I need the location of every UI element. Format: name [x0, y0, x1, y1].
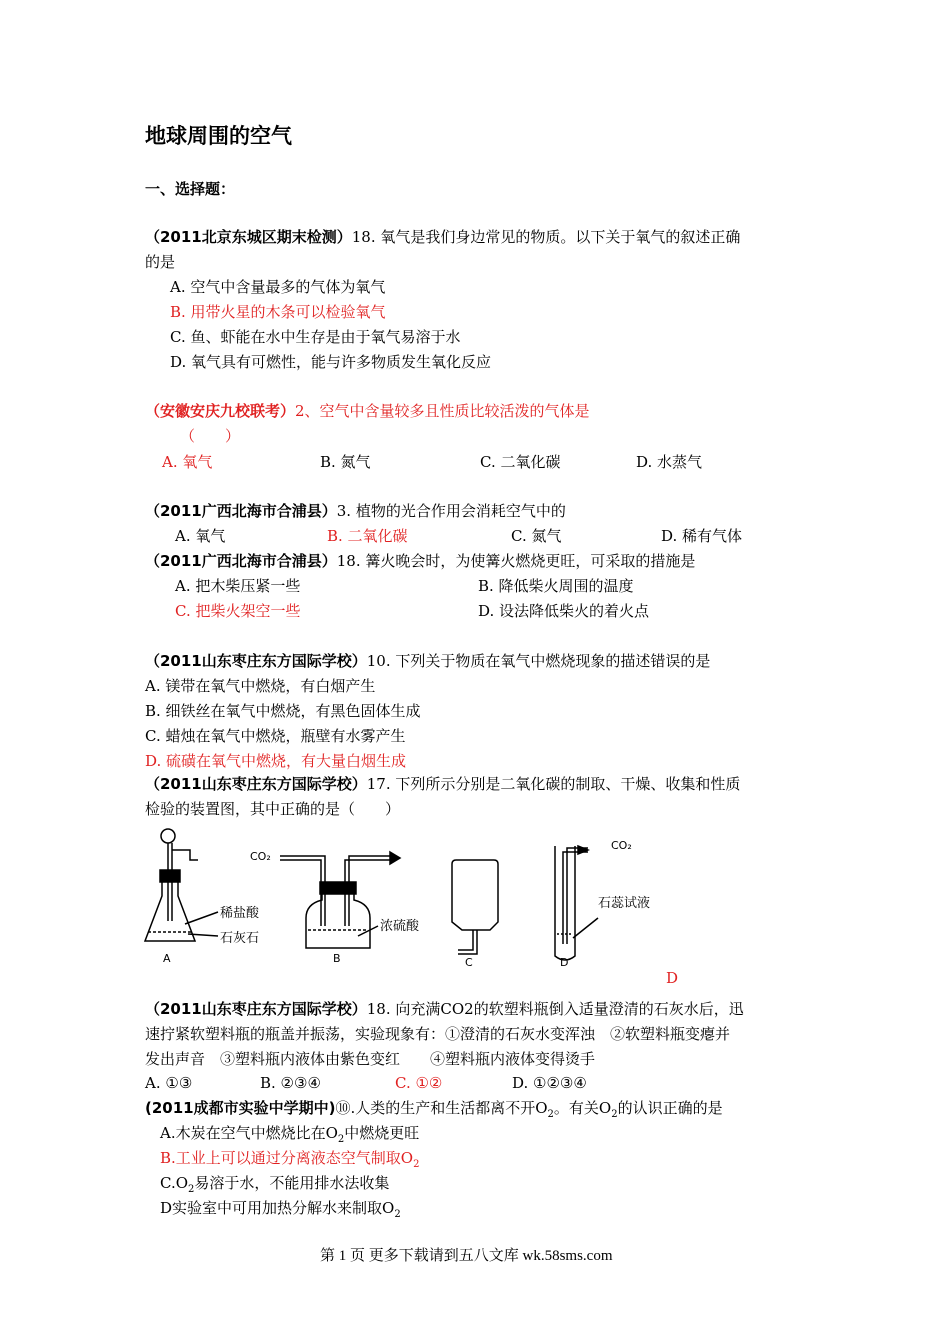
- q8-b-pre: B.工业上可以通过分离液态空气制取O: [160, 1149, 414, 1167]
- q7-option-a: A. ①③: [145, 1074, 193, 1092]
- q2-source: （安徽安庆九校联考）: [145, 402, 296, 420]
- q2-stem: 2、空气中含量较多且性质比较活泼的气体是: [295, 402, 590, 420]
- q7-option-d: D. ①②③④: [512, 1074, 587, 1092]
- q2-option-c: C. 二氧化碳: [480, 453, 561, 471]
- q8-a-post: 中燃烧更旺: [344, 1124, 420, 1142]
- q6-answer: D: [666, 969, 679, 987]
- q6-source: （2011山东枣庄东方国际学校）: [145, 775, 367, 793]
- q5-line-1: [145, 651, 710, 671]
- label-stone: 石灰石: [220, 931, 260, 946]
- q6-line-1: [145, 774, 740, 794]
- q3-line-1: [145, 501, 566, 521]
- q7-option-b: B. ②③④: [260, 1074, 321, 1092]
- q3-option-d: D. 稀有气体: [661, 527, 743, 545]
- q3-option-b: B. 二氧化碳: [327, 527, 408, 545]
- q8-c-pre: C.O: [160, 1174, 189, 1192]
- section-heading: 一、选择题：: [145, 180, 236, 198]
- q8-line-1: [145, 1098, 723, 1125]
- q1-option-d: D. 氧气具有可燃性，能与许多物质发生氧化反应: [170, 353, 492, 371]
- q7-stem-2: 速拧紧软塑料瓶的瓶盖并振荡，实验现象有：①澄清的石灰水变浑浊 ②软塑料瓶变瘪并: [145, 1025, 731, 1043]
- label-acid: 稀盐酸: [220, 906, 260, 921]
- q4-option-c: C. 把柴火架空一些: [175, 602, 301, 620]
- q2-option-b: B. 氮气: [320, 453, 371, 471]
- q3-option-a: A. 氧气: [175, 527, 226, 545]
- q8-d-pre: D实验室中可用加热分解水来制取O: [160, 1199, 395, 1217]
- label-d: D: [560, 956, 569, 969]
- q7-source: （2011山东枣庄东方国际学校）: [145, 1000, 367, 1018]
- q1-option-c: C. 鱼、虾能在水中生存是由于氧气易溶于水: [170, 328, 461, 346]
- q8-a-sub: 2: [337, 1134, 345, 1145]
- q5-option-d: D. 硫磺在氧气中燃烧，有大量白烟生成: [145, 752, 407, 770]
- q2-option-d: D. 水蒸气: [636, 453, 703, 471]
- q8-option-d: [160, 1198, 401, 1225]
- q1-stem-2: 的是: [145, 253, 176, 271]
- q5-source: （2011山东枣庄东方国际学校）: [145, 652, 367, 670]
- label-co2-d: CO₂: [611, 839, 632, 852]
- q5-stem: 10. 下列关于物质在氧气中燃烧现象的描述错误的是: [366, 652, 711, 670]
- q8-stem-sub2: 2: [611, 1109, 618, 1120]
- q2-option-a: A. 氧气: [162, 453, 213, 471]
- q1-source: （2011北京东城区期末检测）: [145, 228, 352, 246]
- apparatus-a: [145, 829, 218, 941]
- q3-source: （2011广西北海市合浦县）: [145, 502, 337, 520]
- q7-stem-1: 18. 向充满CO2的软塑料瓶倒入适量澄清的石灰水后，迅: [366, 1000, 744, 1018]
- q8-source: (2011成都市实验中学期中): [145, 1099, 336, 1117]
- label-sulfuric: 浓硫酸: [380, 919, 420, 934]
- q4-line-1: [145, 551, 695, 571]
- q7-option-c: C. ①②: [395, 1074, 443, 1092]
- q8-a-pre: A.木炭在空气中燃烧比在O: [160, 1124, 338, 1142]
- q2-paren: （ ）: [180, 427, 241, 445]
- apparatus-figure: [140, 826, 680, 976]
- q4-option-a: A. 把木柴压紧一些: [175, 577, 301, 595]
- label-a: A: [163, 952, 171, 965]
- q5-option-b: B. 细铁丝在氧气中燃烧，有黑色固体生成: [145, 702, 421, 720]
- q8-d-sub: 2: [394, 1209, 401, 1220]
- q8-stem-b: 。有关O: [553, 1099, 612, 1117]
- label-b: B: [333, 952, 341, 965]
- q5-option-c: C. 蜡烛在氧气中燃烧，瓶壁有水雾产生: [145, 727, 406, 745]
- q8-option-c: [160, 1173, 389, 1200]
- page-title: 地球周围的空气: [145, 124, 292, 148]
- q1-option-b: B. 用带火星的木条可以检验氧气: [170, 303, 386, 321]
- q8-option-b: [160, 1148, 419, 1175]
- q1-line-1: [145, 227, 740, 247]
- q8-option-a: [160, 1123, 419, 1150]
- q7-line-1: [145, 999, 744, 1019]
- label-c: C: [465, 956, 473, 969]
- apparatus-c: [452, 860, 498, 954]
- q2-line-1: [145, 401, 590, 421]
- q4-option-b: B. 降低柴火周围的温度: [478, 577, 634, 595]
- q8-stem-a: ⑩.人类的生产和生活都离不开O: [335, 1099, 548, 1117]
- apparatus-d: [555, 846, 598, 960]
- q3-option-c: C. 氮气: [511, 527, 562, 545]
- q5-option-a: A. 镁带在氧气中燃烧，有白烟产生: [145, 677, 376, 695]
- q1-stem-1: 18. 氧气是我们身边常见的物质。以下关于氧气的叙述正确: [351, 228, 741, 246]
- label-co2-b: CO₂: [250, 850, 271, 863]
- q1-option-a: A. 空气中含量最多的气体为氧气: [170, 278, 386, 296]
- q3-stem: 3. 植物的光合作用会消耗空气中的: [336, 502, 566, 520]
- page-footer: 第 1 页 更多下载请到五八文库 wk.58sms.com: [320, 1248, 613, 1264]
- q8-c-post: 易溶于水，不能用排水法收集: [194, 1174, 390, 1192]
- label-litmus: 石蕊试液: [598, 896, 651, 911]
- q4-option-d: D. 设法降低柴火的着火点: [478, 602, 650, 620]
- q7-stem-3: 发出声音 ③塑料瓶内液体由紫色变红 ④塑料瓶内液体变得烫手: [145, 1050, 596, 1068]
- q4-source: （2011广西北海市合浦县）: [145, 552, 337, 570]
- q6-stem-2: 检验的装置图，其中正确的是（ ）: [145, 800, 401, 818]
- q8-b-sub: 2: [413, 1159, 420, 1170]
- q8-stem-sub: 2: [547, 1109, 554, 1120]
- q8-c-sub: 2: [188, 1184, 195, 1195]
- q6-stem-1: 17. 下列所示分别是二氧化碳的制取、干燥、收集和性质: [366, 775, 741, 793]
- q8-stem-c: 的认识正确的是: [617, 1099, 723, 1117]
- q4-stem: 18. 篝火晚会时，为使篝火燃烧更旺，可采取的措施是: [336, 552, 696, 570]
